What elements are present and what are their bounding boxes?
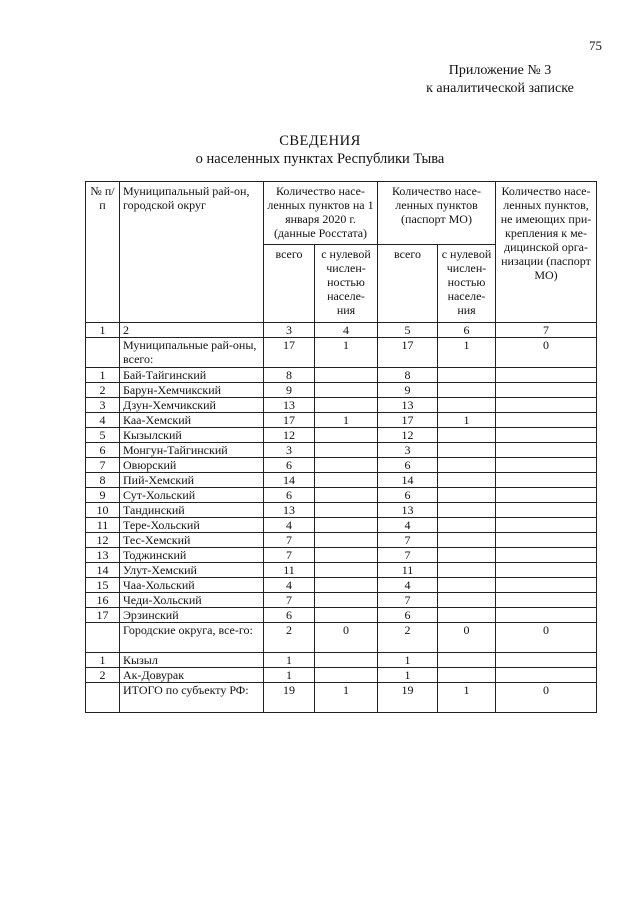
appendix-line-1: Приложение № 3 — [448, 63, 552, 78]
cell-col6 — [438, 428, 496, 443]
cell-col4 — [315, 668, 378, 683]
header-num: № п/п — [86, 182, 120, 323]
table-row — [86, 398, 597, 413]
header-passport: Количество насе-ленных пунктов (паспорт МО) — [378, 182, 496, 245]
cell-col4 — [315, 473, 378, 488]
cell-col5: 6 — [378, 608, 438, 623]
cell-col6 — [438, 443, 496, 458]
cell-num: 13 — [86, 548, 120, 563]
cell-col5: 11 — [378, 563, 438, 578]
cell-col6 — [438, 398, 496, 413]
cell-col7 — [496, 608, 597, 623]
cell-col5: 17 — [378, 413, 438, 428]
cell-col6 — [438, 563, 496, 578]
cell-num: 7 — [86, 458, 120, 473]
cell-col4 — [315, 503, 378, 518]
cell-name: Ак-Довурак — [120, 668, 264, 683]
table-row — [86, 443, 597, 458]
cell-name: Чеди-Хольский — [120, 593, 264, 608]
table-row — [86, 473, 597, 488]
col-number-2: 2 — [120, 323, 264, 338]
header-passport-total: всего — [378, 245, 438, 323]
cell-col3: 6 — [264, 458, 315, 473]
cell-num: 1 — [86, 653, 120, 668]
cell-col6 — [438, 593, 496, 608]
cell-num — [86, 683, 120, 713]
cell-col3: 13 — [264, 503, 315, 518]
table-row — [86, 413, 597, 428]
cell-col4 — [315, 593, 378, 608]
cell-num: 4 — [86, 413, 120, 428]
cell-num: 15 — [86, 578, 120, 593]
table-row — [86, 668, 597, 683]
cell-num: 2 — [86, 668, 120, 683]
cell-col3: 1 — [264, 653, 315, 668]
cell-name: Овюрский — [120, 458, 264, 473]
table-row — [86, 623, 597, 653]
cell-name: Бай-Тайгинский — [120, 368, 264, 383]
cell-col5: 4 — [378, 518, 438, 533]
cell-col5: 7 — [378, 533, 438, 548]
cell-col5: 7 — [378, 593, 438, 608]
cell-name: Кызылский — [120, 428, 264, 443]
cell-num: 8 — [86, 473, 120, 488]
cell-col4 — [315, 368, 378, 383]
cell-col5: 6 — [378, 488, 438, 503]
table-row — [86, 533, 597, 548]
cell-name: Монгун-Тайгинский — [120, 443, 264, 458]
cell-num — [86, 623, 120, 653]
cell-col4 — [315, 533, 378, 548]
cell-col5: 12 — [378, 428, 438, 443]
cell-name: Муниципальные рай-оны, всего: — [120, 338, 264, 368]
cell-col7 — [496, 428, 597, 443]
cell-col4: 1 — [315, 338, 378, 368]
cell-col3: 6 — [264, 608, 315, 623]
cell-name: Чаа-Хольский — [120, 578, 264, 593]
table-row — [86, 548, 597, 563]
cell-col7 — [496, 578, 597, 593]
cell-col3: 2 — [264, 623, 315, 653]
cell-num: 2 — [86, 383, 120, 398]
cell-col6 — [438, 548, 496, 563]
header-passport-zero: с нулевой числен-ностью населе-ния — [438, 245, 496, 323]
table-row — [86, 518, 597, 533]
table-row — [86, 578, 597, 593]
cell-col7 — [496, 653, 597, 668]
document-title — [0, 132, 640, 168]
col-number-3: 3 — [264, 323, 315, 338]
cell-num: 11 — [86, 518, 120, 533]
cell-col4 — [315, 548, 378, 563]
col-number-6: 6 — [438, 323, 496, 338]
cell-num: 12 — [86, 533, 120, 548]
cell-col7 — [496, 458, 597, 473]
cell-num: 10 — [86, 503, 120, 518]
cell-col5: 6 — [378, 458, 438, 473]
table-row — [86, 428, 597, 443]
cell-col3: 6 — [264, 488, 315, 503]
cell-col5: 8 — [378, 368, 438, 383]
cell-col5: 3 — [378, 443, 438, 458]
cell-col4 — [315, 578, 378, 593]
cell-col6 — [438, 458, 496, 473]
cell-col4 — [315, 518, 378, 533]
cell-num — [86, 338, 120, 368]
cell-col4 — [315, 428, 378, 443]
table-row — [86, 338, 597, 368]
table-row — [86, 368, 597, 383]
cell-col5: 14 — [378, 473, 438, 488]
cell-col5: 19 — [378, 683, 438, 713]
cell-col6 — [438, 533, 496, 548]
cell-col3: 14 — [264, 473, 315, 488]
cell-num: 6 — [86, 443, 120, 458]
cell-name: Тере-Хольский — [120, 518, 264, 533]
cell-col6 — [438, 473, 496, 488]
cell-col5: 1 — [378, 668, 438, 683]
cell-col6: 0 — [438, 623, 496, 653]
cell-name: Тес-Хемский — [120, 533, 264, 548]
cell-col5: 13 — [378, 503, 438, 518]
cell-col3: 12 — [264, 428, 315, 443]
cell-name: Кызыл — [120, 653, 264, 668]
cell-col7 — [496, 488, 597, 503]
cell-col4 — [315, 488, 378, 503]
cell-col4 — [315, 383, 378, 398]
cell-col7 — [496, 473, 597, 488]
cell-name: Улут-Хемский — [120, 563, 264, 578]
cell-col6 — [438, 653, 496, 668]
cell-name: Городские округа, все-го: — [120, 623, 264, 653]
cell-col7 — [496, 533, 597, 548]
cell-col5: 17 — [378, 338, 438, 368]
header-rosstat: Количество насе-ленных пунктов на 1 января 2020 г. (данные Росстата) — [264, 182, 378, 245]
cell-col7 — [496, 383, 597, 398]
cell-col6 — [438, 503, 496, 518]
cell-col5: 13 — [378, 398, 438, 413]
cell-col7 — [496, 668, 597, 683]
cell-name: Тоджинский — [120, 548, 264, 563]
cell-col7 — [496, 593, 597, 608]
cell-col3: 11 — [264, 563, 315, 578]
cell-col4: 0 — [315, 623, 378, 653]
cell-col6 — [438, 608, 496, 623]
table-row — [86, 458, 597, 473]
cell-col3: 4 — [264, 578, 315, 593]
cell-name: Сут-Хольский — [120, 488, 264, 503]
cell-name: Дзун-Хемчикский — [120, 398, 264, 413]
cell-col6 — [438, 383, 496, 398]
cell-num: 1 — [86, 368, 120, 383]
table-row — [86, 488, 597, 503]
table-row — [86, 383, 597, 398]
cell-col5: 9 — [378, 383, 438, 398]
cell-col3: 3 — [264, 443, 315, 458]
cell-col6: 1 — [438, 338, 496, 368]
cell-col3: 7 — [264, 593, 315, 608]
cell-col3: 17 — [264, 413, 315, 428]
table-row — [86, 683, 597, 713]
cell-col4: 1 — [315, 683, 378, 713]
cell-col3: 4 — [264, 518, 315, 533]
cell-col7: 0 — [496, 683, 597, 713]
cell-name: Барун-Хемчикский — [120, 383, 264, 398]
cell-col6 — [438, 578, 496, 593]
table-row — [86, 593, 597, 608]
cell-num: 14 — [86, 563, 120, 578]
cell-col6 — [438, 488, 496, 503]
cell-col3: 9 — [264, 383, 315, 398]
cell-name: ИТОГО по субъекту РФ: — [120, 683, 264, 713]
cell-col5: 2 — [378, 623, 438, 653]
cell-name: Пий-Хемский — [120, 473, 264, 488]
cell-col4 — [315, 563, 378, 578]
cell-col6: 1 — [438, 413, 496, 428]
table-row — [86, 563, 597, 578]
settlements-table — [85, 181, 597, 713]
cell-col4 — [315, 458, 378, 473]
col-number-1: 1 — [86, 323, 120, 338]
cell-name: Каа-Хемский — [120, 413, 264, 428]
cell-col3: 7 — [264, 548, 315, 563]
cell-col6: 1 — [438, 683, 496, 713]
cell-col4 — [315, 443, 378, 458]
cell-num: 17 — [86, 608, 120, 623]
cell-col3: 1 — [264, 668, 315, 683]
cell-col4: 1 — [315, 413, 378, 428]
col-number-7: 7 — [496, 323, 597, 338]
cell-col5: 1 — [378, 653, 438, 668]
table-row — [86, 608, 597, 623]
cell-col7 — [496, 398, 597, 413]
cell-name: Эрзинский — [120, 608, 264, 623]
table-row — [86, 503, 597, 518]
cell-col7 — [496, 413, 597, 428]
cell-col7 — [496, 548, 597, 563]
header-rosstat-zero: с нулевой числен-ностью населе-ния — [315, 245, 378, 323]
cell-col3: 8 — [264, 368, 315, 383]
page-number: 75 — [589, 38, 602, 53]
header-rosstat-total: всего — [264, 245, 315, 323]
cell-col6 — [438, 518, 496, 533]
cell-col7: 0 — [496, 623, 597, 653]
cell-col3: 17 — [264, 338, 315, 368]
col-number-5: 5 — [378, 323, 438, 338]
cell-col3: 19 — [264, 683, 315, 713]
cell-col7 — [496, 443, 597, 458]
header-without-medical: Количество насе-ленных пунктов, не имеющих при-крепления к ме-дицинской орга-низации (паспорт МО) — [496, 182, 597, 323]
col-number-4: 4 — [315, 323, 378, 338]
cell-col5: 4 — [378, 578, 438, 593]
cell-col7 — [496, 368, 597, 383]
cell-col7: 0 — [496, 338, 597, 368]
appendix-line-2: к аналитической записке — [426, 81, 574, 96]
cell-col5: 7 — [378, 548, 438, 563]
cell-col3: 7 — [264, 533, 315, 548]
cell-num: 3 — [86, 398, 120, 413]
cell-col7 — [496, 503, 597, 518]
appendix-label — [420, 62, 580, 98]
cell-num: 5 — [86, 428, 120, 443]
header-name: Муниципальный рай-он, городской округ — [120, 182, 264, 323]
cell-num: 16 — [86, 593, 120, 608]
cell-col6 — [438, 668, 496, 683]
table-row — [86, 653, 597, 668]
column-numbers-row — [86, 323, 597, 338]
cell-col4 — [315, 398, 378, 413]
cell-col3: 13 — [264, 398, 315, 413]
cell-col6 — [438, 368, 496, 383]
title-main: СВЕДЕНИЯ — [279, 133, 361, 149]
cell-col4 — [315, 608, 378, 623]
title-sub: о населенных пунктах Республики Тыва — [195, 151, 445, 167]
cell-col7 — [496, 563, 597, 578]
header-row-1 — [86, 182, 597, 245]
cell-col4 — [315, 653, 378, 668]
cell-col7 — [496, 518, 597, 533]
cell-name: Тандинский — [120, 503, 264, 518]
cell-num: 9 — [86, 488, 120, 503]
